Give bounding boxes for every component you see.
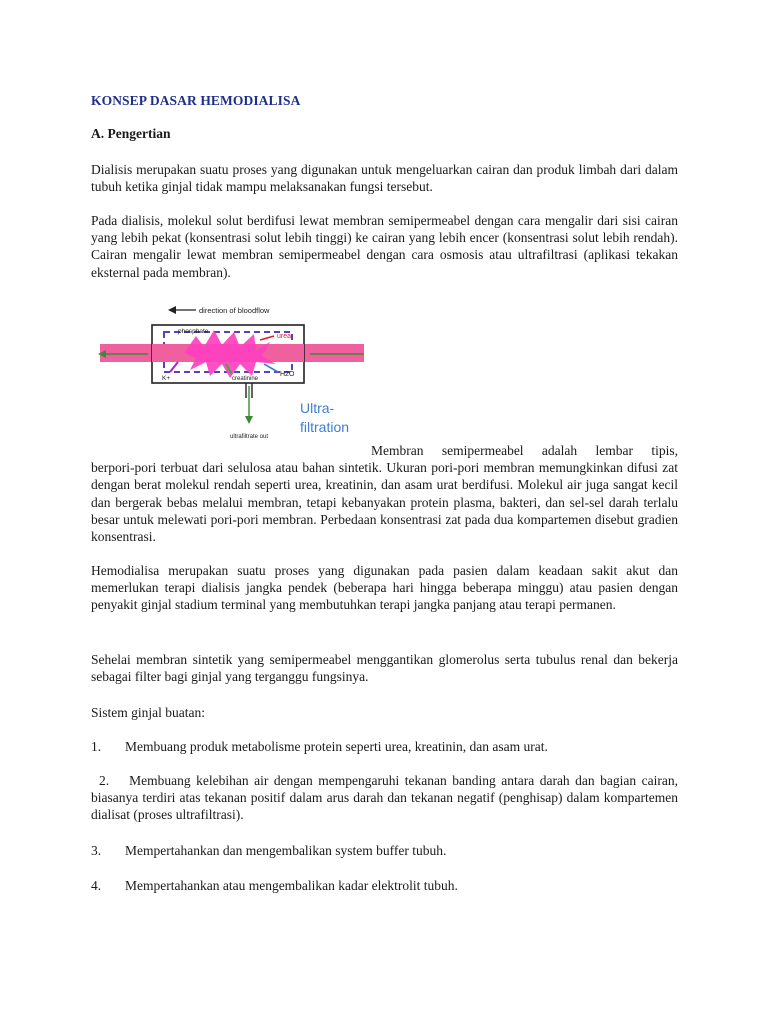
- creatinine-label: creatinine: [232, 376, 259, 382]
- paragraph-membrane: [91, 442, 678, 545]
- list-item-text: Membuang produk metabolisme protein seperti urea, kreatinin, dan asam urat.: [125, 739, 548, 754]
- paragraph-membrane-rest: berpori-pori terbuat dari selulosa atau bahan sintetik. Ukuran pori-pori membran memungkinkan difusi zat dengan berat molekul rendah seperti urea, kreatinin, dan asam urat berdifusi. Molekul air juga sangat kecil dan bergerak bebas melalui membran, tetapi kebanyakan protein plasma, bakteri, dan sel-sel darah terlalu besar untuk melewati pori-pori membran. Perbedaan konsentrasi zat pada dua kompartemen disebut gradien konsentrasi.: [91, 460, 678, 545]
- section-heading: A. Pengertian: [91, 126, 171, 141]
- list-item-number: 2.: [99, 773, 110, 788]
- paragraph-artificial-kidney: Sistem ginjal buatan:: [91, 705, 205, 720]
- h2o-label: H2O: [280, 371, 295, 378]
- ultrafiltrate-label: ultrafiltrate out: [230, 434, 269, 440]
- paragraph-dialysis-diffusion: Pada dialisis, molekul solut berdifusi lewat membran semipermeabel dengan cara mengalir dari sisi cairan yang lebih pekat (konsentrasi solut lebih tinggi) ke cairan yang lebih encer (konsentrasi solut lebih rendah). Cairan mengalir lewat membran semipermeabel dengan cara osmosis atau ultrafiltrasi (aplikasi tekakan eksternal pada membran).: [91, 213, 678, 280]
- paragraph-synthetic-membrane: Sehelai membran sintetik yang semipermeabel menggantikan glomerolus serta tubulus renal dan bekerja sebagai filter bagi ginjal yang terganggu fungsinya.: [91, 652, 678, 685]
- outlet-arrowhead: [245, 416, 253, 424]
- list-item-text: Mempertahankan atau mengembalikan kadar elektrolit tubuh.: [125, 878, 458, 893]
- list-item: [91, 772, 678, 824]
- flow-arrowhead: [168, 306, 176, 314]
- paragraph-membrane-first-line: Membran semipermeabel adalah lembar tipis,: [371, 443, 678, 458]
- urea-label: urea: [277, 333, 292, 340]
- k-label: K+: [162, 375, 171, 382]
- phosphate-label: phosphate: [178, 328, 209, 335]
- list-item-number: 3.: [91, 843, 102, 858]
- list-item-number: 4.: [91, 878, 102, 893]
- ultrafiltration-diagram: [92, 292, 372, 452]
- paragraph-definition: Dialisis merupakan suatu proses yang digunakan untuk mengeluarkan cairan dan produk limbah dari dalam tubuh ketika ginjal tidak mampu melaksanakan fungsi tersebut.: [91, 162, 678, 195]
- ultra-title-line1: Ultra-: [300, 400, 335, 416]
- blood-tube-left: [100, 344, 152, 362]
- list-item-text: Mempertahankan dan mengembalikan system buffer tubuh.: [125, 843, 447, 858]
- paragraph-hemodialysis: Hemodialisa merupakan suatu proses yang digunakan pada pasien dalam keadaan sakit akut dan memerlukan terapi dialisis jangka pendek (beberapa hari hingga beberapa minggu) atau pasien dengan penyakit ginjal stadium terminal yang membutuhkan terapi jangka panjang atau terapi permanen.: [91, 563, 678, 613]
- list-item-number: 1.: [91, 739, 102, 754]
- list-item-text: Membuang kelebihan air dengan mempengaruhi tekanan banding antara darah dan bagian cairan, biasanya terdiri atas tekanan positif dalam arus darah dan tekanan negatif (penghisap) dalam kompartemen dialisat (proses ultrafiltrasi).: [91, 773, 678, 823]
- ultra-title-line2: filtration: [300, 419, 350, 435]
- flow-label: direction of bloodflow: [199, 306, 270, 315]
- document-title: KONSEP DASAR HEMODIALISA: [91, 93, 301, 108]
- blood-tube-right: [304, 344, 364, 362]
